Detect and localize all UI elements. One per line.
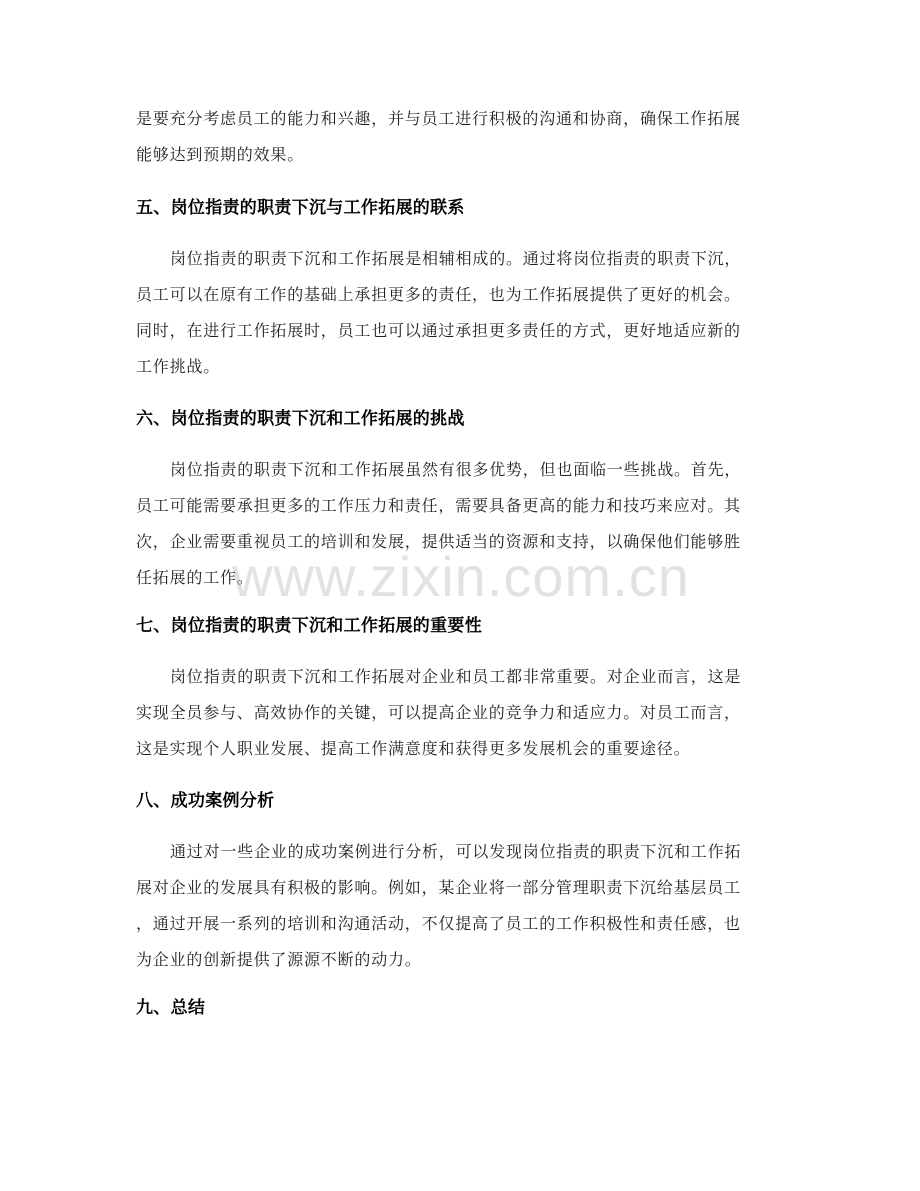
intro-line-2: 能够达到预期的效果。 xyxy=(136,145,305,164)
paragraph-line: 实现全员参与、高效协作的关键，可以提高企业的竞争力和适应力。对员工而言， xyxy=(136,703,741,722)
section-heading-8: 八、成功案例分析 xyxy=(136,791,275,811)
paragraph-line: 岗位指责的职责下沉和工作拓展对企业和员工都非常重要。对企业而言，这是 xyxy=(170,667,742,686)
paragraph-line: 工作挑战。 xyxy=(136,357,221,376)
section-heading-9: 九、总结 xyxy=(136,998,206,1018)
section-heading-7: 七、岗位指责的职责下沉和工作拓展的重要性 xyxy=(136,616,482,636)
paragraph-line: 员工可以在原有工作的基础上承担更多的责任，也为工作拓展提供了更好的机会。 xyxy=(136,285,741,304)
paragraph-line: 任拓展的工作。 xyxy=(136,568,254,587)
paragraph-line: 岗位指责的职责下沉和工作拓展虽然有很多优势，但也面临一些挑战。首先， xyxy=(170,460,742,479)
paragraph-line: 员工可能需要承担更多的工作压力和责任，需要具备更高的能力和技巧来应对。其 xyxy=(136,496,741,515)
paragraph-line: 次，企业需要重视员工的培训和发展，提供适当的资源和支持，以确保他们能够胜 xyxy=(136,532,741,551)
paragraph-line: 这是实现个人职业发展、提高工作满意度和获得更多发展机会的重要途径。 xyxy=(136,739,691,758)
paragraph-line: 通过对一些企业的成功案例进行分析，可以发现岗位指责的职责下沉和工作拓 xyxy=(170,842,742,861)
paragraph-line: 同时，在进行工作拓展时，员工也可以通过承担更多责任的方式，更好地适应新的 xyxy=(136,321,741,340)
section-heading-5: 五、岗位指责的职责下沉与工作拓展的联系 xyxy=(136,198,465,218)
section-heading-6: 六、岗位指责的职责下沉和工作拓展的挑战 xyxy=(136,409,465,429)
paragraph-line: ，通过开展一系列的培训和沟通活动，不仅提高了员工的工作积极性和责任感，也 xyxy=(136,914,741,933)
paragraph-line: 展对企业的发展具有积极的影响。例如，某企业将一部分管理职责下沉给基层员工 xyxy=(136,878,741,897)
paragraph-line: 岗位指责的职责下沉和工作拓展是相辅相成的。通过将岗位指责的职责下沉， xyxy=(170,249,742,268)
paragraph-line: 为企业的创新提供了源源不断的动力。 xyxy=(136,950,422,969)
intro-line-1: 是要充分考虑员工的能力和兴趣，并与员工进行积极的沟通和协商，确保工作拓展 xyxy=(136,109,741,128)
watermark: www.zixin.com.cn xyxy=(232,545,690,608)
